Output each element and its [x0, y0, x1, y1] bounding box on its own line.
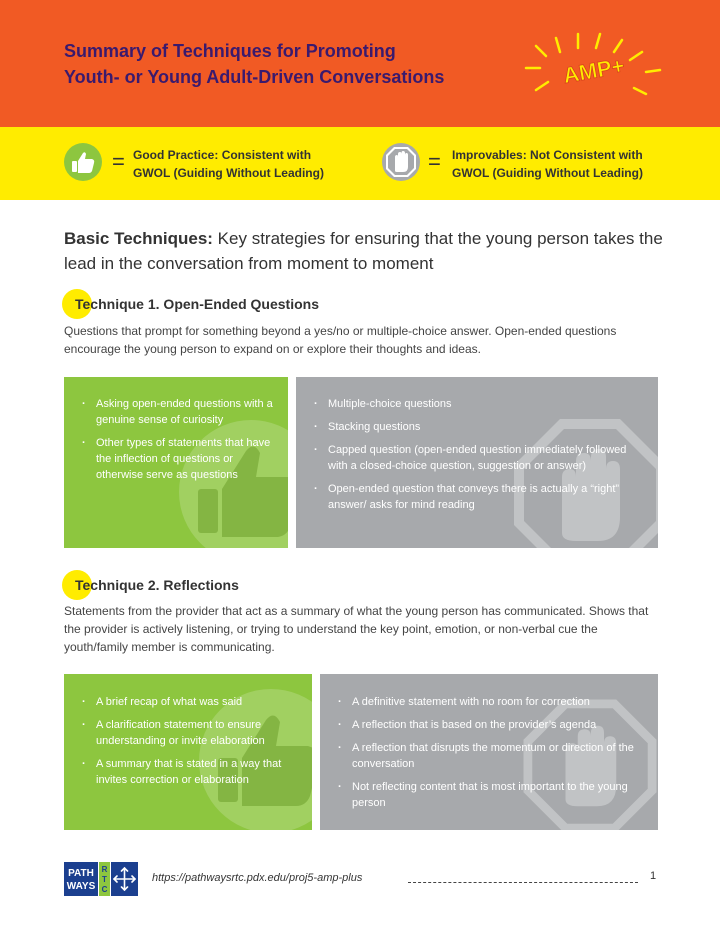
list-item: · Other types of statements that have the inflection of questions or otherwise serve as questions — [80, 435, 276, 483]
page-title — [64, 38, 504, 90]
technique-1-title: Technique 1. Open-Ended Questions — [75, 296, 319, 312]
basic-techniques-heading — [64, 226, 664, 276]
list-item: · Multiple-choice questions — [312, 396, 642, 412]
footer-url-link[interactable]: https://pathwaysrtc.pdx.edu/proj5-amp-plus — [152, 872, 363, 884]
technique-2-title: Technique 2. Reflections — [75, 577, 239, 593]
page-title-line1: Summary of Techniques for Promoting — [64, 41, 396, 61]
technique-1-good-list — [80, 396, 276, 490]
technique-1-description: Questions that prompt for something beyond a yes/no or multiple-choice answer. Open-ended questions encourage the young person to expand on or explore their thoughts and ideas. — [64, 324, 617, 356]
amp-plus-logo-text: AMP+ — [561, 52, 627, 89]
legend-good-line1: Good Practice: Consistent with — [133, 148, 312, 162]
logo-text: PATH — [68, 868, 94, 879]
basic-techniques-text: Key strategies for ensuring that the young person takes the lead in the conversation from moment to moment — [64, 229, 663, 273]
stop-hand-icon — [382, 143, 420, 181]
legend-bad-text — [452, 146, 682, 182]
thumbs-up-icon — [64, 143, 102, 181]
legend-bad-equals: = — [428, 149, 441, 174]
technique-2-bad-panel — [320, 674, 658, 830]
list-item: · Open-ended question that conveys there is actually a “right” answer/ asks for mind reading — [312, 481, 642, 513]
logo-text: T — [102, 875, 107, 884]
legend-bad-line2: GWOL (Guiding Without Leading) — [452, 166, 643, 180]
list-item: · Stacking questions — [312, 419, 642, 435]
logo-text: R — [101, 865, 108, 874]
technique-2-description: Statements from the provider that act as a summary of what the young person has communicated. Shows that the provider is actively listening, or trying to understand the key point, emotion, or non-verbal cue the youth/family member is communicating. — [64, 604, 649, 654]
list-item: · Capped question (open-ended question immediately followed with a closed-choice question, suggestion or answer) — [312, 442, 642, 474]
list-item: · A definitive statement with no room for correction — [336, 694, 642, 710]
technique-2-bad-list — [336, 694, 642, 818]
legend-bad-line1: Improvables: Not Consistent with — [452, 148, 643, 162]
list-item: · Not reflecting content that is most important to the young person — [336, 779, 642, 811]
page-title-line2: Youth- or Young Adult-Driven Conversations — [64, 67, 445, 87]
list-item: · Asking open-ended questions with a genuine sense of curiosity — [80, 396, 276, 428]
legend-good-equals: = — [112, 149, 125, 174]
list-item: · A clarification statement to ensure understanding or invite elaboration — [80, 717, 304, 749]
footer-divider — [408, 882, 638, 883]
legend-good-text — [133, 146, 363, 182]
technique-1-bad-panel — [296, 377, 658, 548]
legend-good-line2: GWOL (Guiding Without Leading) — [133, 166, 324, 180]
logo-text: WAYS — [66, 881, 96, 892]
technique-1-good-panel — [64, 377, 288, 548]
page-number: 1 — [650, 870, 657, 882]
amp-plus-logo — [516, 30, 666, 102]
logo-text: C — [101, 885, 108, 894]
list-item: · A reflection that disrupts the momentum or direction of the conversation — [336, 740, 642, 772]
technique-2-good-list — [80, 694, 304, 795]
list-item: · A summary that is stated in a way that invites correction or elaboration — [80, 756, 304, 788]
list-item: · A reflection that is based on the provider’s agenda — [336, 717, 642, 733]
technique-1-bad-list — [312, 396, 642, 520]
technique-2-good-panel — [64, 674, 312, 830]
pathways-rtc-logo — [64, 862, 138, 896]
list-item: · A brief recap of what was said — [80, 694, 304, 710]
basic-techniques-label: Basic Techniques: — [64, 229, 213, 248]
